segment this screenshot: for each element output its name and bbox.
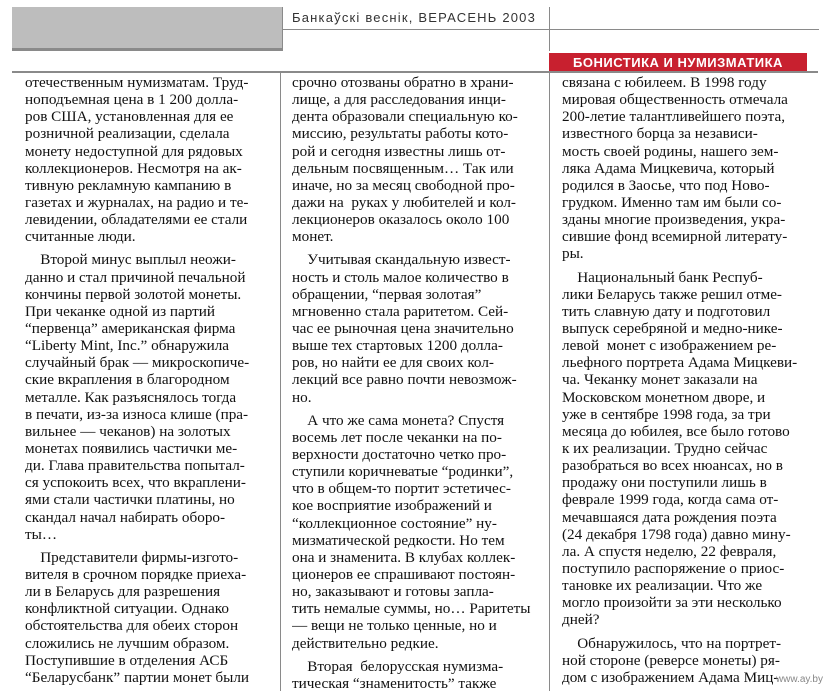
text-line: дажи на руках у любителей и кол-: [292, 193, 516, 211]
text-line: Второй минус выплыл неожи-: [25, 251, 236, 269]
text-line: мгновенно стала раритетом. Сей-: [292, 302, 509, 320]
text-line: срочно отозваны обратно в храни-: [292, 74, 514, 91]
text-line: феврале 1999 года, когда сама от-: [562, 491, 779, 509]
text-line: ся успокоить всех, что вкраплени-: [25, 474, 246, 492]
text-line: Вторая белорусская нумизма-: [292, 657, 504, 675]
text-line: выше тех стартовых 1200 долла-: [292, 337, 503, 355]
text-column-2: [292, 74, 538, 692]
text-line: ноподъемная цена в 1 200 долла-: [25, 91, 239, 109]
text-line: скандал начал набирать оборо-: [25, 508, 226, 526]
text-line: тить немалые суммы, но… Раритеты: [292, 600, 531, 618]
text-line: — вещи не только ценные, но и: [292, 617, 497, 635]
column-divider: [280, 73, 281, 691]
paragraph: [562, 635, 808, 686]
text-line: дента образовали специальную ко-: [292, 108, 518, 126]
text-line: ционеров ее спрашивают постоян-: [292, 565, 516, 583]
text-line: данно и стал причиной печальной: [25, 268, 246, 286]
section-title: БОНИСТИКА И НУМИЗМАТИКА: [549, 53, 807, 72]
paragraph: [562, 269, 808, 629]
text-line: обращении, “первая золотая”: [292, 285, 482, 303]
text-line: ли в Беларусь для разрешения: [25, 583, 221, 601]
text-line: что в общем-то портит эстетичес-: [292, 480, 511, 498]
text-line: ла. А спустя неделю, 22 февраля,: [562, 542, 777, 560]
text-line: верхности достаточно четко про-: [292, 445, 507, 463]
text-line: действительно редкие.: [292, 634, 439, 652]
text-line: час ее рыночная цена значительно: [292, 319, 514, 337]
text-line: известного борца за независи-: [562, 125, 758, 143]
text-line: вителя в срочном порядке приеха-: [25, 565, 247, 583]
text-line: сившие фонд всемирной литерату-: [562, 228, 788, 246]
paragraph: [25, 549, 271, 686]
text-line: родился в Заосье, что под Ново-: [562, 176, 770, 194]
column-divider: [549, 73, 550, 691]
text-line: “Беларусбанк” партии монет были: [25, 668, 250, 686]
text-line: При чеканке одной из партий: [25, 302, 216, 320]
text-line: дельным посвященным… Так или: [292, 159, 514, 177]
text-line: грудком. Именно там им были со-: [562, 193, 782, 211]
text-line: кончины первой золотой монеты.: [25, 285, 242, 303]
text-line: газетах и журналах, на радио и те-: [25, 193, 249, 211]
text-line: льефного портрета Адама Мицкеви-: [562, 354, 798, 372]
text-line: розничной реализации, сделала: [25, 125, 230, 143]
text-column-3: [562, 74, 808, 686]
header-rule: [12, 48, 282, 51]
text-line: выпуск серебряной и медно-нике-: [562, 319, 783, 337]
text-line: тановке их реализации. Что же: [562, 577, 763, 595]
paragraph: [292, 251, 538, 405]
text-line: Московском монетном дворе, и: [562, 388, 766, 406]
text-line: конфликтной ситуации. Однако: [25, 600, 229, 618]
text-line: левой монет с изображением ре-: [562, 337, 777, 355]
text-line: ры.: [562, 245, 584, 263]
paragraph: [562, 74, 808, 263]
text-line: ские вкрапления в благородном: [25, 371, 230, 389]
text-line: левидении, обладателями ее стали: [25, 211, 248, 229]
paragraph: [25, 74, 271, 245]
text-line: продажу они поступили лишь в: [562, 474, 767, 492]
text-line: рой и сегодня известны лишь от-: [292, 142, 506, 160]
text-line: разобраться во всех нюансах, но в: [562, 457, 783, 475]
text-line: кое восприятие изображений и: [292, 497, 492, 515]
text-line: “первенца” американская фирма: [25, 319, 236, 337]
text-line: случайный брак — микроскопиче-: [25, 354, 250, 372]
text-line: сложились не лучшим образом.: [25, 634, 230, 652]
text-line: ность и столь малое количество в: [292, 268, 509, 286]
text-line: обстоятельства для обеих сторон: [25, 617, 239, 635]
text-line: ров, но найти ее для своих кол-: [292, 354, 494, 372]
text-line: тическая “знаменитость” также: [292, 674, 497, 692]
text-line: ляка Адама Мицкевича, который: [562, 159, 775, 177]
text-line: Поступившие в отделения АСБ: [25, 651, 229, 669]
text-line: Обнаружилось, что на портрет-: [562, 634, 782, 652]
text-line: “Liberty Mint, Inc.” обнаружила: [25, 337, 230, 355]
text-line: тить славную дату и подготовил: [562, 302, 771, 320]
text-line: ров США, установленная для ее: [25, 108, 234, 126]
header-gray-block: [12, 7, 282, 48]
text-line: монету недоступной для рядовых: [25, 142, 243, 160]
text-line: уже в сентябре 1998 года, за три: [562, 405, 771, 423]
text-line: могло произойти за эти несколько: [562, 594, 782, 612]
text-line: А что же сама монета? Спустя: [292, 411, 505, 429]
text-line: Национальный банк Респуб-: [562, 268, 763, 286]
text-line: мость своей родины, нашего зем-: [562, 142, 779, 160]
text-line: лекций все равно почти невозмож-: [292, 371, 517, 389]
site-watermark: www.ay.by: [775, 674, 823, 685]
text-line: ча. Чеканку монет заказали на: [562, 371, 758, 389]
section-rule: [12, 71, 818, 73]
text-line: Представители фирмы-изгото-: [25, 548, 239, 566]
text-line: ной стороне (реверсе монеты) ря-: [562, 651, 780, 669]
text-line: тивную рекламную кампанию в: [25, 176, 232, 194]
text-line: она и знаменита. В клубах коллек-: [292, 548, 516, 566]
text-line: отечественным нумизматам. Труд-: [25, 74, 249, 91]
text-line: лики Беларусь также решил отме-: [562, 285, 782, 303]
text-line: дней?: [562, 611, 600, 629]
text-line: считанные люди.: [25, 228, 136, 246]
text-line: к их реализации. Трудно сейчас: [562, 439, 768, 457]
text-line: миссию, результаты работы кото-: [292, 125, 509, 143]
text-line: (24 декабря 1798 года) давно мину-: [562, 525, 791, 543]
text-line: коллекционеров. Несмотря на ак-: [25, 159, 242, 177]
paragraph: [25, 251, 271, 542]
text-line: мировая общественность отмечала: [562, 91, 788, 109]
paragraph: [292, 412, 538, 652]
text-line: Учитывая скандальную извест-: [292, 251, 511, 269]
text-line: восемь лет после чеканки на по-: [292, 428, 502, 446]
text-line: ты…: [25, 525, 58, 543]
text-column-1: [25, 74, 271, 686]
text-line: ями стали частички платины, но: [25, 491, 235, 509]
paragraph: [292, 658, 538, 692]
text-line: зданы многие произведения, укра-: [562, 211, 786, 229]
text-line: в печати, из-за износа клише (пра-: [25, 405, 249, 423]
text-line: монетах появились частички ме-: [25, 439, 238, 457]
text-line: “коллекционное состояние” ну-: [292, 514, 497, 532]
text-line: ступили коричневатые “родинки”,: [292, 463, 514, 481]
text-line: лище, а для расследования инци-: [292, 91, 506, 109]
text-line: связана с юбилеем. В 1998 году: [562, 74, 767, 91]
masthead: Банкаўскі веснік, ВЕРАСЕНЬ 2003: [292, 10, 537, 25]
text-line: но, заказывают и готовы запла-: [292, 583, 494, 601]
text-line: 200-летие талантливейшего поэта,: [562, 108, 785, 126]
text-line: мизматической редкости. Но тем: [292, 531, 505, 549]
text-line: дом с изображением Адама Миц-: [562, 668, 779, 686]
text-line: вильнее — чеканов) на золотых: [25, 422, 231, 440]
text-line: но.: [292, 388, 312, 406]
text-line: ди. Глава правительства попытал-: [25, 457, 245, 475]
text-line: поступило распоряжение о приос-: [562, 559, 785, 577]
text-line: лекционеров оказалось около 100: [292, 211, 510, 229]
text-line: монет.: [292, 228, 334, 246]
text-line: иначе, но за месяц свободной про-: [292, 176, 515, 194]
paragraph: [292, 74, 538, 245]
text-line: месяца до юбилея, все было готово: [562, 422, 790, 440]
text-line: мечавшаяся дата рождения поэта: [562, 508, 777, 526]
text-line: металле. Как разъяснялось тогда: [25, 388, 237, 406]
